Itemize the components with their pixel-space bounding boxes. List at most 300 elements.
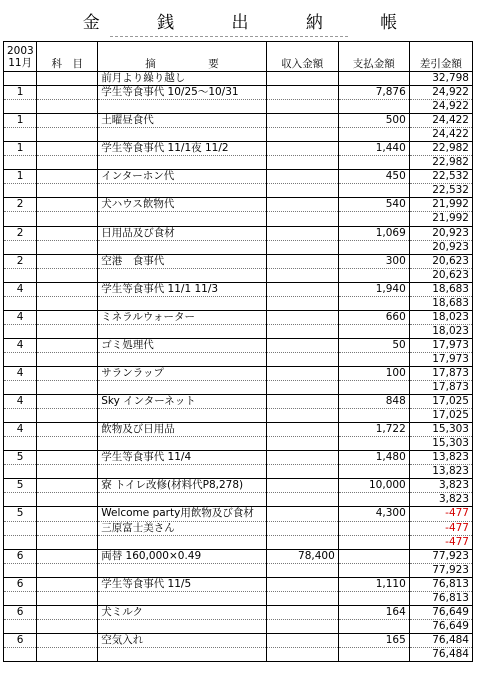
carry-expense (338, 465, 409, 479)
carry-description (98, 240, 267, 254)
carry-day (4, 381, 37, 395)
entry-income (266, 86, 338, 100)
carry-balance: 17,973 (409, 352, 472, 366)
entry-expense: 660 (338, 310, 409, 324)
carry-expense (338, 352, 409, 366)
carry-income (266, 493, 338, 507)
entry-kamoku (37, 114, 98, 128)
entry-balance: 20,623 (409, 254, 472, 268)
carry-day (4, 647, 37, 661)
header-year: 2003 (7, 44, 34, 57)
entry-description: 学生等食事代 10/25〜10/31 (98, 86, 267, 100)
carry-day (4, 324, 37, 338)
entry-expense: 1,069 (338, 226, 409, 240)
carry-description (98, 465, 267, 479)
carry-description (98, 493, 267, 507)
entry-expense: 540 (338, 198, 409, 212)
entry-balance: 18,683 (409, 282, 472, 296)
table-row-carry (4, 268, 473, 282)
carry-income (266, 128, 338, 142)
entry-income (266, 395, 338, 409)
carry-expense (338, 437, 409, 451)
carry-description (98, 296, 267, 310)
table-row (4, 254, 473, 268)
carry-day (4, 619, 37, 633)
header-description: 摘 要 (98, 42, 267, 72)
carry-description (98, 100, 267, 114)
entry-kamoku (37, 577, 98, 591)
carry-day (4, 409, 37, 423)
carry-kamoku (37, 409, 98, 423)
carry-expense (338, 156, 409, 170)
entry-income (266, 577, 338, 591)
entry-expense (338, 549, 409, 563)
carry-balance: 3,823 (409, 493, 472, 507)
entry-balance: 76,484 (409, 633, 472, 647)
carry-expense (338, 535, 409, 549)
entry-balance: 21,992 (409, 198, 472, 212)
carry-balance: 20,923 (409, 240, 472, 254)
entry-expense: 164 (338, 605, 409, 619)
carry-day (4, 212, 37, 226)
opening-row (4, 72, 473, 86)
table-row (4, 170, 473, 184)
entry-expense: 1,440 (338, 142, 409, 156)
table-row-carry (4, 100, 473, 114)
carry-kamoku (37, 268, 98, 282)
entry-kamoku (37, 605, 98, 619)
entry-balance: 17,873 (409, 366, 472, 380)
table-row (4, 577, 473, 591)
carry-kamoku (37, 563, 98, 577)
entry-income (266, 633, 338, 647)
entry-income (266, 423, 338, 437)
carry-description (98, 563, 267, 577)
entry-kamoku (37, 479, 98, 493)
entry-expense: 1,940 (338, 282, 409, 296)
entry-balance: 76,813 (409, 577, 472, 591)
entry-income (266, 282, 338, 296)
carry-balance: 76,484 (409, 647, 472, 661)
carry-kamoku (37, 381, 98, 395)
entry-balance: 17,025 (409, 395, 472, 409)
entry-description: 両替 160,000×0.49 (98, 549, 267, 563)
entry-description: 土曜昼食代 (98, 114, 267, 128)
table-row (4, 366, 473, 380)
note-day (4, 521, 37, 535)
entry-description: 犬ミルク (98, 605, 267, 619)
carry-day (4, 465, 37, 479)
entry-kamoku (37, 366, 98, 380)
table-row-carry (4, 409, 473, 423)
carry-description (98, 619, 267, 633)
carry-expense (338, 100, 409, 114)
carry-balance: 17,873 (409, 381, 472, 395)
carry-kamoku (37, 647, 98, 661)
entry-description: 空気入れ (98, 633, 267, 647)
carry-balance: 22,532 (409, 184, 472, 198)
table-row-carry (4, 212, 473, 226)
carry-description (98, 437, 267, 451)
entry-income (266, 142, 338, 156)
carry-expense (338, 268, 409, 282)
entry-day: 4 (4, 395, 37, 409)
note-kamoku (37, 521, 98, 535)
entry-day: 5 (4, 451, 37, 465)
carry-kamoku (37, 100, 98, 114)
carry-kamoku (37, 591, 98, 605)
carry-expense (338, 563, 409, 577)
entry-expense: 165 (338, 633, 409, 647)
entry-kamoku (37, 226, 98, 240)
carry-expense (338, 240, 409, 254)
entry-income (266, 507, 338, 521)
carry-expense (338, 591, 409, 605)
carry-day (4, 156, 37, 170)
carry-day (4, 535, 37, 549)
carry-description (98, 212, 267, 226)
carry-expense (338, 493, 409, 507)
entry-day: 2 (4, 254, 37, 268)
carry-balance: 24,422 (409, 128, 472, 142)
entry-balance: 22,532 (409, 170, 472, 184)
header-income: 収入金額 (266, 42, 338, 72)
entry-day: 1 (4, 86, 37, 100)
carry-income (266, 100, 338, 114)
table-row-carry (4, 352, 473, 366)
entry-balance: 76,649 (409, 605, 472, 619)
carry-kamoku (37, 240, 98, 254)
entry-income (266, 114, 338, 128)
carry-day (4, 296, 37, 310)
carry-income (266, 240, 338, 254)
entry-expense: 50 (338, 338, 409, 352)
entry-expense: 1,722 (338, 423, 409, 437)
carry-balance: 76,649 (409, 619, 472, 633)
carry-expense (338, 647, 409, 661)
carry-kamoku (37, 352, 98, 366)
carry-expense (338, 128, 409, 142)
entry-kamoku (37, 254, 98, 268)
table-row-carry (4, 184, 473, 198)
table-row-carry (4, 647, 473, 661)
table-row (4, 226, 473, 240)
carry-expense (338, 324, 409, 338)
entry-description: 飲物及び日用品 (98, 423, 267, 437)
carry-description (98, 184, 267, 198)
entry-income (266, 605, 338, 619)
carry-balance: 18,683 (409, 296, 472, 310)
entry-balance: 13,823 (409, 451, 472, 465)
carry-expense (338, 619, 409, 633)
entry-kamoku (37, 633, 98, 647)
carry-income (266, 591, 338, 605)
entry-description: Welcome party用飲物及び食材 (98, 507, 267, 521)
table-row-carry (4, 156, 473, 170)
note-description: 三原富士美さん (98, 521, 267, 535)
carry-day (4, 184, 37, 198)
entry-income (266, 170, 338, 184)
entry-balance: 22,982 (409, 142, 472, 156)
table-row (4, 605, 473, 619)
table-row (4, 282, 473, 296)
carry-description (98, 535, 267, 549)
carry-kamoku (37, 465, 98, 479)
carry-kamoku (37, 493, 98, 507)
table-row-carry (4, 619, 473, 633)
carry-expense (338, 296, 409, 310)
entry-description: 学生等食事代 11/5 (98, 577, 267, 591)
table-row (4, 338, 473, 352)
carry-day (4, 493, 37, 507)
header-balance: 差引金額 (409, 42, 472, 72)
table-row-note (4, 521, 473, 535)
carry-balance: 24,922 (409, 100, 472, 114)
carry-description (98, 591, 267, 605)
entry-day: 4 (4, 282, 37, 296)
carry-balance: -477 (409, 535, 472, 549)
entry-income (266, 310, 338, 324)
carry-kamoku (37, 296, 98, 310)
entry-expense: 4,300 (338, 507, 409, 521)
carry-kamoku (37, 184, 98, 198)
carry-balance: 76,813 (409, 591, 472, 605)
entry-day: 2 (4, 226, 37, 240)
entry-balance: 15,303 (409, 423, 472, 437)
carry-day (4, 591, 37, 605)
entry-day: 6 (4, 577, 37, 591)
entry-balance: -477 (409, 507, 472, 521)
entry-description: インターホン代 (98, 170, 267, 184)
table-row (4, 633, 473, 647)
entry-expense: 7,876 (338, 86, 409, 100)
entry-income (266, 366, 338, 380)
carry-expense (338, 381, 409, 395)
entry-income (266, 198, 338, 212)
entry-kamoku (37, 310, 98, 324)
opening-balance: 32,798 (409, 72, 472, 86)
table-row-carry (4, 240, 473, 254)
entry-kamoku (37, 451, 98, 465)
carry-balance: 17,025 (409, 409, 472, 423)
entry-day: 6 (4, 605, 37, 619)
entry-balance: 24,422 (409, 114, 472, 128)
entry-day: 4 (4, 366, 37, 380)
carry-expense (338, 212, 409, 226)
carry-description (98, 647, 267, 661)
table-row (4, 310, 473, 324)
entry-kamoku (37, 86, 98, 100)
entry-kamoku (37, 198, 98, 212)
carry-balance: 21,992 (409, 212, 472, 226)
entry-description: サランラップ (98, 366, 267, 380)
table-row (4, 114, 473, 128)
entry-income (266, 254, 338, 268)
table-row-carry (4, 535, 473, 549)
carry-description (98, 128, 267, 142)
entry-income: 78,400 (266, 549, 338, 563)
entry-kamoku (37, 142, 98, 156)
carry-day (4, 100, 37, 114)
carry-income (266, 268, 338, 282)
entry-day: 2 (4, 198, 37, 212)
entry-income (266, 226, 338, 240)
header-kamoku: 科 目 (37, 42, 98, 72)
entry-expense: 300 (338, 254, 409, 268)
carry-income (266, 465, 338, 479)
entry-day: 4 (4, 310, 37, 324)
table-row (4, 451, 473, 465)
table-row (4, 198, 473, 212)
entry-balance: 18,023 (409, 310, 472, 324)
carry-income (266, 437, 338, 451)
carry-description (98, 381, 267, 395)
carry-day (4, 268, 37, 282)
table-row-carry (4, 493, 473, 507)
table-row (4, 479, 473, 493)
note-income (266, 521, 338, 535)
carry-balance: 20,623 (409, 268, 472, 282)
carry-balance: 22,982 (409, 156, 472, 170)
carry-day (4, 437, 37, 451)
header-date (4, 42, 37, 72)
note-balance: -477 (409, 521, 472, 535)
carry-income (266, 212, 338, 226)
entry-expense: 500 (338, 114, 409, 128)
entry-expense: 848 (338, 395, 409, 409)
carry-balance: 15,303 (409, 437, 472, 451)
carry-income (266, 409, 338, 423)
carry-description (98, 352, 267, 366)
entry-kamoku (37, 423, 98, 437)
header-month: 11月 (8, 56, 33, 69)
carry-day (4, 240, 37, 254)
table-row (4, 549, 473, 563)
carry-income (266, 352, 338, 366)
entry-day: 4 (4, 423, 37, 437)
carry-kamoku (37, 128, 98, 142)
table-row-carry (4, 381, 473, 395)
entry-day: 5 (4, 507, 37, 521)
table-row-carry (4, 128, 473, 142)
carry-balance: 77,923 (409, 563, 472, 577)
note-expense (338, 521, 409, 535)
carry-income (266, 184, 338, 198)
table-row (4, 395, 473, 409)
entry-description: 空港 食事代 (98, 254, 267, 268)
entry-description: ミネラルウォーター (98, 310, 267, 324)
carry-income (266, 563, 338, 577)
entry-day: 1 (4, 142, 37, 156)
entry-income (266, 338, 338, 352)
header-row (4, 42, 473, 72)
carry-day (4, 128, 37, 142)
carry-income (266, 535, 338, 549)
entry-day: 6 (4, 549, 37, 563)
entry-kamoku (37, 507, 98, 521)
carry-day (4, 352, 37, 366)
table-row-carry (4, 563, 473, 577)
entry-expense: 100 (338, 366, 409, 380)
opening-description: 前月より繰り越し (98, 72, 267, 86)
carry-income (266, 156, 338, 170)
carry-income (266, 619, 338, 633)
entry-balance: 77,923 (409, 549, 472, 563)
entry-description: 犬ハウス飲物代 (98, 198, 267, 212)
carry-description (98, 156, 267, 170)
entry-expense: 10,000 (338, 479, 409, 493)
entry-income (266, 479, 338, 493)
entry-description: 学生等食事代 11/4 (98, 451, 267, 465)
entry-kamoku (37, 549, 98, 563)
entry-day: 6 (4, 633, 37, 647)
cash-ledger-table (3, 41, 473, 662)
carry-description (98, 409, 267, 423)
carry-kamoku (37, 535, 98, 549)
table-row (4, 423, 473, 437)
table-row (4, 142, 473, 156)
table-row (4, 507, 473, 521)
carry-kamoku (37, 212, 98, 226)
carry-balance: 13,823 (409, 465, 472, 479)
entry-kamoku (37, 170, 98, 184)
entry-kamoku (37, 282, 98, 296)
carry-kamoku (37, 619, 98, 633)
entry-description: ゴミ処理代 (98, 338, 267, 352)
carry-day (4, 563, 37, 577)
entry-description: 学生等食事代 11/1夜 11/2 (98, 142, 267, 156)
carry-expense (338, 409, 409, 423)
carry-balance: 18,023 (409, 324, 472, 338)
table-row-carry (4, 437, 473, 451)
entry-description: 寮 トイレ改修(材料代P8,278) (98, 479, 267, 493)
entry-expense: 1,480 (338, 451, 409, 465)
carry-description (98, 268, 267, 282)
entry-day: 1 (4, 114, 37, 128)
entry-day: 1 (4, 170, 37, 184)
entry-kamoku (37, 395, 98, 409)
entry-balance: 20,923 (409, 226, 472, 240)
table-row-carry (4, 591, 473, 605)
carry-description (98, 324, 267, 338)
table-row-carry (4, 324, 473, 338)
entry-kamoku (37, 338, 98, 352)
carry-kamoku (37, 156, 98, 170)
entry-balance: 24,922 (409, 86, 472, 100)
entry-description: 日用品及び食材 (98, 226, 267, 240)
table-row-carry (4, 296, 473, 310)
carry-income (266, 324, 338, 338)
table-row (4, 86, 473, 100)
entry-balance: 17,973 (409, 338, 472, 352)
header-expense: 支払金額 (338, 42, 409, 72)
entry-expense: 1,110 (338, 577, 409, 591)
carry-kamoku (37, 324, 98, 338)
ledger-title: 金 銭 出 納 帳 (82, 13, 424, 33)
table-row-carry (4, 465, 473, 479)
entry-balance: 3,823 (409, 479, 472, 493)
entry-expense: 450 (338, 170, 409, 184)
carry-kamoku (37, 437, 98, 451)
carry-income (266, 381, 338, 395)
title-underline (110, 36, 348, 37)
carry-income (266, 647, 338, 661)
entry-description: 学生等食事代 11/1 11/3 (98, 282, 267, 296)
entry-day: 4 (4, 338, 37, 352)
entry-description: Sky インターネット (98, 395, 267, 409)
entry-day: 5 (4, 479, 37, 493)
carry-expense (338, 184, 409, 198)
